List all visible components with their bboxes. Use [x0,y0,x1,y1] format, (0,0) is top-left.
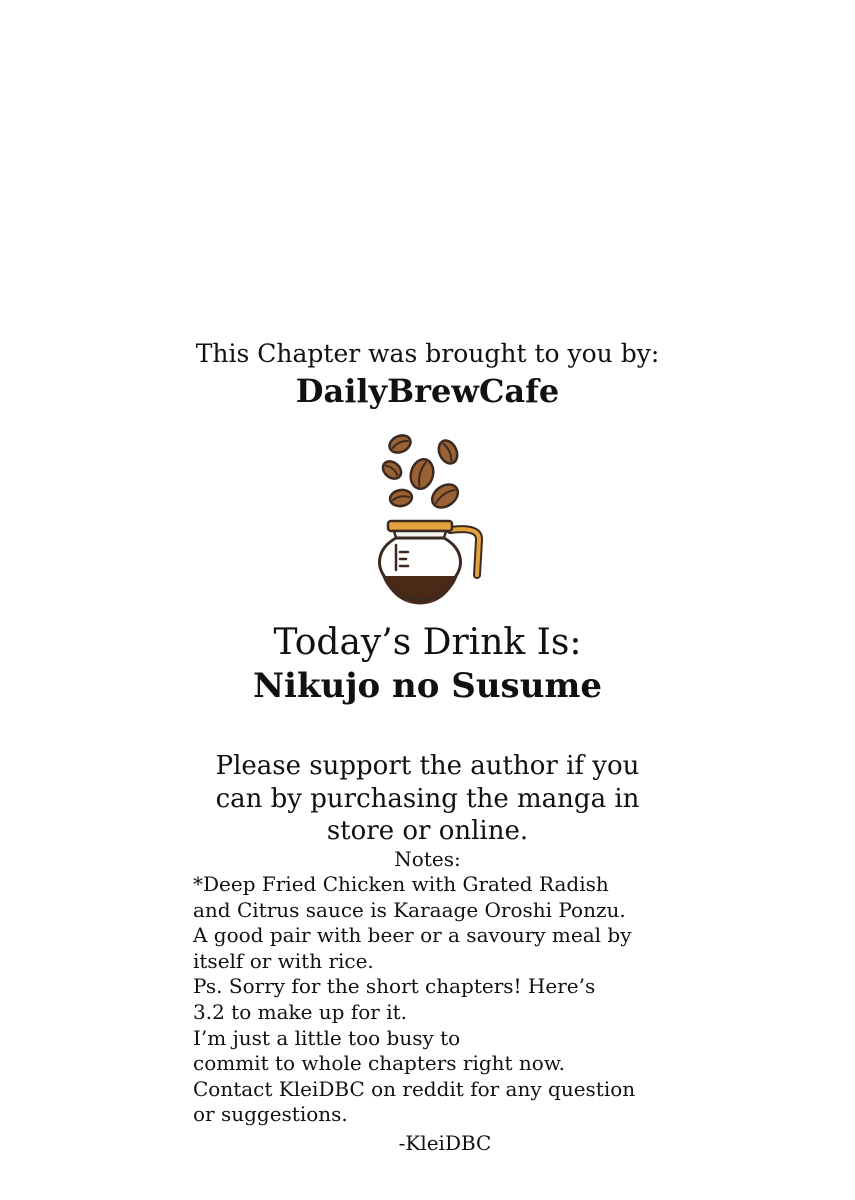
coffee-bean-icon [435,438,461,467]
coffee-bean-icon [380,458,405,482]
coffee-bean-icon [428,480,462,512]
drink-name: Nikujo no Susume [252,666,603,706]
group-name: DailyBrewCafe [295,372,560,410]
coffee-bean-icon [389,488,413,508]
support-line: store or online. [326,816,529,846]
notes-heading: Notes: [394,847,461,871]
notes-line: A good pair with beer or a savoury meal by [193,923,632,948]
notes-line: Contact KleiDBC on reddit for any question [193,1076,636,1101]
support-line: can by purchasing the manga in [215,783,640,814]
support-line: Please support the author if you [215,751,640,781]
coffee-bean-icon [387,432,414,456]
notes-line: Ps. Sorry for the short chapters! Here’s [193,974,596,999]
notes-line: itself or with rice. [193,948,374,973]
notes-line: I’m just a little too busy to [193,1025,461,1050]
notes-line: *Deep Fried Chicken with Grated Radish [193,872,609,896]
notes-line: or suggestions. [193,1102,348,1127]
coffee-pot-with-beans-icon [372,430,487,605]
notes-line: commit to whole chapters right now. [193,1051,565,1076]
signature: -KleiDBC [398,1131,492,1155]
notes-line: 3.2 to make up for it. [193,999,407,1024]
drink-label: Today’s Drink Is: [273,622,582,663]
support-message [190,750,665,848]
credit-intro: This Chapter was brought to you by: [195,339,660,368]
notes-line: and Citrus sauce is Karaage Oroshi Ponzu. [193,897,626,922]
notes-list [193,872,693,1128]
coffee-bean-icon [407,457,436,492]
